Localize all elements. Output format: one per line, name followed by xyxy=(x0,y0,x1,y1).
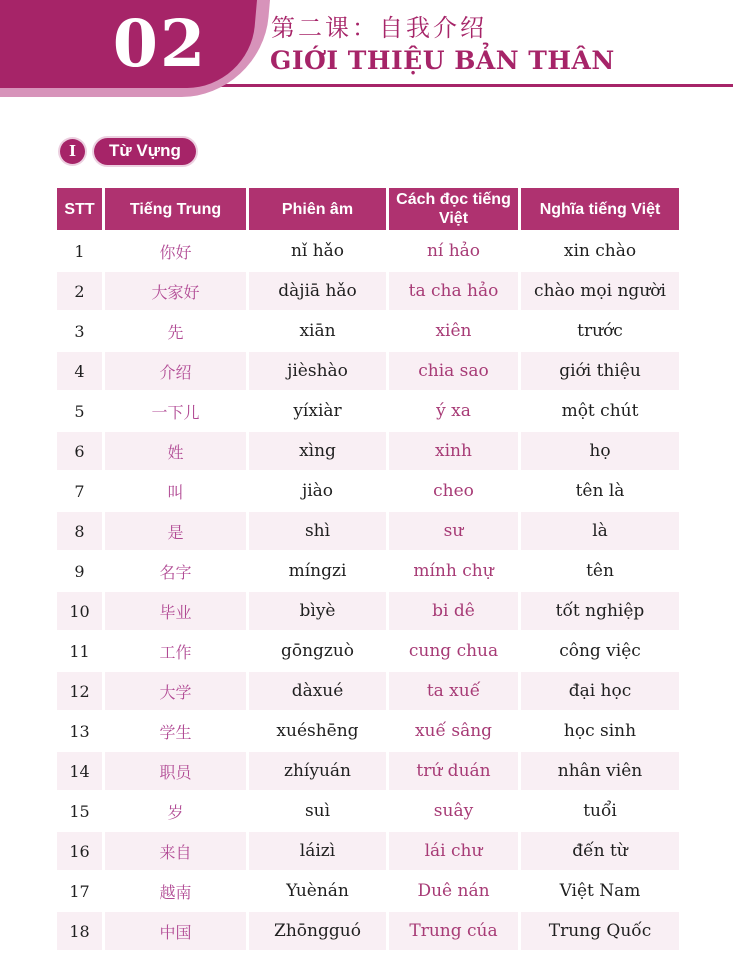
pinyin-cell: bìyè xyxy=(249,592,386,630)
table-row xyxy=(57,552,679,590)
column-header: Tiếng Trung xyxy=(105,188,246,230)
meaning-cell: đến từ xyxy=(521,832,679,870)
pinyin-cell: dàjiā hǎo xyxy=(249,272,386,310)
table-row xyxy=(57,392,679,430)
chinese-cell: 岁 xyxy=(105,792,246,830)
pinyin-cell: nǐ hǎo xyxy=(249,232,386,270)
row-number-cell: 3 xyxy=(57,312,102,350)
table-row xyxy=(57,752,679,790)
vocab-table xyxy=(54,186,682,952)
pinyin-cell: suì xyxy=(249,792,386,830)
viet-reading-cell: Trung cúa xyxy=(389,912,518,950)
meaning-cell: tên là xyxy=(521,472,679,510)
table-row xyxy=(57,872,679,910)
row-number-cell: 2 xyxy=(57,272,102,310)
meaning-cell: học sinh xyxy=(521,712,679,750)
viet-reading-cell: sư xyxy=(389,512,518,550)
table-row xyxy=(57,912,679,950)
row-number-cell: 14 xyxy=(57,752,102,790)
lesson-number: 02 xyxy=(112,6,208,82)
row-number-cell: 9 xyxy=(57,552,102,590)
table-row xyxy=(57,272,679,310)
pinyin-cell: shì xyxy=(249,512,386,550)
pinyin-cell: Yuènán xyxy=(249,872,386,910)
meaning-cell: chào mọi người xyxy=(521,272,679,310)
vocab-table-body xyxy=(57,232,679,950)
pinyin-cell: jièshào xyxy=(249,352,386,390)
viet-reading-cell: Duê nán xyxy=(389,872,518,910)
pinyin-cell: jiào xyxy=(249,472,386,510)
table-row xyxy=(57,472,679,510)
meaning-cell: tốt nghiệp xyxy=(521,592,679,630)
chinese-cell: 大家好 xyxy=(105,272,246,310)
meaning-cell: tuổi xyxy=(521,792,679,830)
viet-reading-cell: cung chua xyxy=(389,632,518,670)
meaning-cell: nhân viên xyxy=(521,752,679,790)
viet-reading-cell: suây xyxy=(389,792,518,830)
column-header: STT xyxy=(57,188,102,230)
pinyin-cell: míngzi xyxy=(249,552,386,590)
chinese-cell: 叫 xyxy=(105,472,246,510)
column-header: Phiên âm xyxy=(249,188,386,230)
pinyin-cell: Zhōngguó xyxy=(249,912,386,950)
chinese-cell: 来自 xyxy=(105,832,246,870)
vocab-table-head xyxy=(57,188,679,230)
vocab-header-row xyxy=(57,188,679,230)
viet-reading-cell: trứ duán xyxy=(389,752,518,790)
chinese-cell: 姓 xyxy=(105,432,246,470)
section-label-badge: Từ Vựng xyxy=(94,138,196,165)
viet-reading-cell: lái chư xyxy=(389,832,518,870)
viet-reading-cell: ní hảo xyxy=(389,232,518,270)
meaning-cell: tên xyxy=(521,552,679,590)
viet-reading-cell: bi dê xyxy=(389,592,518,630)
row-number-cell: 15 xyxy=(57,792,102,830)
table-row xyxy=(57,352,679,390)
chinese-cell: 越南 xyxy=(105,872,246,910)
row-number-cell: 6 xyxy=(57,432,102,470)
table-row xyxy=(57,832,679,870)
table-row xyxy=(57,712,679,750)
viet-reading-cell: cheo xyxy=(389,472,518,510)
table-row xyxy=(57,672,679,710)
pinyin-cell: gōngzuò xyxy=(249,632,386,670)
row-number-cell: 8 xyxy=(57,512,102,550)
section-header xyxy=(60,138,196,165)
column-header: Nghĩa tiếng Việt xyxy=(521,188,679,230)
meaning-cell: họ xyxy=(521,432,679,470)
lesson-title-vietnamese: GIỚI THIỆU BẢN THÂN xyxy=(270,46,615,75)
chinese-cell: 工作 xyxy=(105,632,246,670)
viet-reading-cell: chia sao xyxy=(389,352,518,390)
chinese-cell: 你好 xyxy=(105,232,246,270)
viet-reading-cell: ta xuế xyxy=(389,672,518,710)
viet-reading-cell: mính chự xyxy=(389,552,518,590)
table-row xyxy=(57,792,679,830)
lesson-title-chinese: 第二课：自我介绍 xyxy=(271,14,487,42)
pinyin-cell: dàxué xyxy=(249,672,386,710)
pinyin-cell: zhíyuán xyxy=(249,752,386,790)
viet-reading-cell: xiên xyxy=(389,312,518,350)
table-row xyxy=(57,312,679,350)
pinyin-cell: xìng xyxy=(249,432,386,470)
pinyin-cell: xuéshēng xyxy=(249,712,386,750)
row-number-cell: 7 xyxy=(57,472,102,510)
row-number-cell: 17 xyxy=(57,872,102,910)
meaning-cell: trước xyxy=(521,312,679,350)
row-number-cell: 13 xyxy=(57,712,102,750)
chinese-cell: 一下儿 xyxy=(105,392,246,430)
row-number-cell: 12 xyxy=(57,672,102,710)
viet-reading-cell: xinh xyxy=(389,432,518,470)
meaning-cell: công việc xyxy=(521,632,679,670)
viet-reading-cell: ý xa xyxy=(389,392,518,430)
table-row xyxy=(57,592,679,630)
viet-reading-cell: ta cha hảo xyxy=(389,272,518,310)
chinese-cell: 毕业 xyxy=(105,592,246,630)
row-number-cell: 1 xyxy=(57,232,102,270)
chinese-cell: 介绍 xyxy=(105,352,246,390)
row-number-cell: 18 xyxy=(57,912,102,950)
pinyin-cell: yíxiàr xyxy=(249,392,386,430)
pinyin-cell: láizì xyxy=(249,832,386,870)
table-row xyxy=(57,232,679,270)
meaning-cell: giới thiệu xyxy=(521,352,679,390)
row-number-cell: 10 xyxy=(57,592,102,630)
table-row xyxy=(57,632,679,670)
row-number-cell: 5 xyxy=(57,392,102,430)
chinese-cell: 中国 xyxy=(105,912,246,950)
meaning-cell: đại học xyxy=(521,672,679,710)
meaning-cell: Trung Quốc xyxy=(521,912,679,950)
row-number-cell: 4 xyxy=(57,352,102,390)
meaning-cell: xin chào xyxy=(521,232,679,270)
pinyin-cell: xiān xyxy=(249,312,386,350)
chinese-cell: 职员 xyxy=(105,752,246,790)
meaning-cell: Việt Nam xyxy=(521,872,679,910)
meaning-cell: một chút xyxy=(521,392,679,430)
chinese-cell: 先 xyxy=(105,312,246,350)
chinese-cell: 大学 xyxy=(105,672,246,710)
meaning-cell: là xyxy=(521,512,679,550)
row-number-cell: 11 xyxy=(57,632,102,670)
chinese-cell: 学生 xyxy=(105,712,246,750)
viet-reading-cell: xuế sâng xyxy=(389,712,518,750)
table-row xyxy=(57,512,679,550)
section-index-badge: I xyxy=(60,139,85,164)
row-number-cell: 16 xyxy=(57,832,102,870)
chinese-cell: 名字 xyxy=(105,552,246,590)
table-row xyxy=(57,432,679,470)
column-header: Cách đọc tiếng Việt xyxy=(389,188,518,230)
chinese-cell: 是 xyxy=(105,512,246,550)
